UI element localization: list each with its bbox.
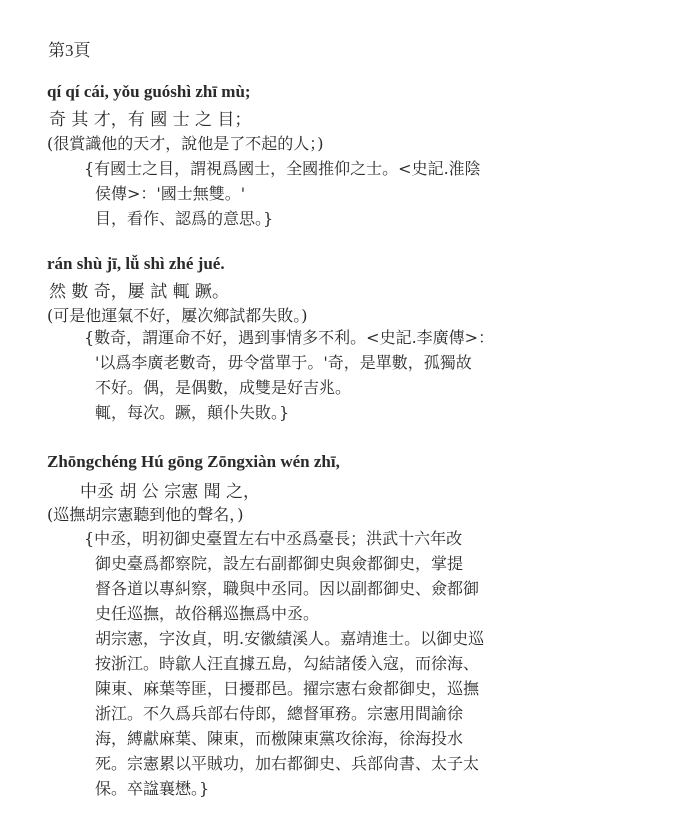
translation-line: (可是他運氣不好，屢次鄉試都失敗。) bbox=[47, 306, 308, 325]
note-line: {中丞，明初御史臺置左右中丞爲臺長；洪武十六年改 bbox=[84, 529, 463, 548]
note-line: 胡宗憲，字汝貞，明.安徽績溪人。嘉靖進士。以御史巡 bbox=[95, 629, 485, 648]
note-line: 海，縛獻麻葉、陳東，而檄陳東黨攻徐海，徐海投水 bbox=[95, 729, 464, 748]
note-line: {數奇，謂運命不好，遇到事情多不利。<史記.李廣傳>： bbox=[84, 328, 495, 347]
chinese-line: 中丞 胡 公 宗憲 聞 之， bbox=[80, 482, 261, 502]
note-block bbox=[84, 156, 664, 231]
note-line: 浙江。不久爲兵部右侍郎，總督軍務。宗憲用間諭徐 bbox=[95, 704, 464, 723]
pinyin-line: Zhōngchéng Hú gōng Zōngxiàn wén zhī, bbox=[47, 452, 340, 471]
note-line: 御史臺爲都察院，設左右副都御史與僉都御史，掌提 bbox=[95, 554, 464, 573]
note-line: 死。宗憲累以平賊功，加右都御史、兵部尙書、太子太 bbox=[95, 754, 480, 773]
note-line: 陳東、麻葉等匪，日擾郡邑。擢宗憲右僉都御史，巡撫 bbox=[95, 679, 480, 698]
chinese-line: 奇 其 才，有 國 士 之 目； bbox=[49, 110, 252, 130]
note-line: 史任巡撫，故俗稱巡撫爲中丞。 bbox=[95, 604, 320, 623]
page-label: 第3頁 bbox=[48, 41, 91, 60]
note-line: 輒，每次。蹶，顛仆失敗。} bbox=[95, 403, 290, 422]
pinyin-line: rán shù jī, lǚ shì zhé jué. bbox=[47, 254, 225, 273]
note-line: 目，看作、認爲的意思。} bbox=[95, 209, 274, 228]
note-line: '以爲李廣老數奇，毋令當單于。'奇，是單數，孤獨故 bbox=[95, 353, 472, 372]
translation-line: (巡撫胡宗憲聽到他的聲名，) bbox=[47, 505, 244, 524]
translation-line: (很賞識他的天才，說他是了不起的人；) bbox=[47, 134, 324, 153]
note-line: 按浙江。時歙人汪直據五島，勾結諸倭入寇，而徐海、 bbox=[95, 654, 480, 673]
pinyin-line: qí qí cái, yǒu guóshì zhī mù; bbox=[47, 82, 251, 101]
chinese-line: 然 數 奇，屢 試 輒 蹶。 bbox=[49, 282, 230, 302]
note-line: {有國士之目，謂視爲國士，全國推仰之士。<史記.淮陰 bbox=[84, 159, 481, 178]
note-line: 侯傳>：'國士無雙。' bbox=[95, 184, 246, 203]
note-line: 不好。偶，是偶數，成雙是好吉兆。 bbox=[95, 378, 352, 397]
note-line: 保。卒諡襄懋。} bbox=[95, 779, 210, 798]
note-block bbox=[84, 325, 664, 425]
note-line: 督各道以專糾察，職與中丞同。因以副都御史、僉都御 bbox=[95, 579, 480, 598]
note-block bbox=[84, 526, 664, 801]
